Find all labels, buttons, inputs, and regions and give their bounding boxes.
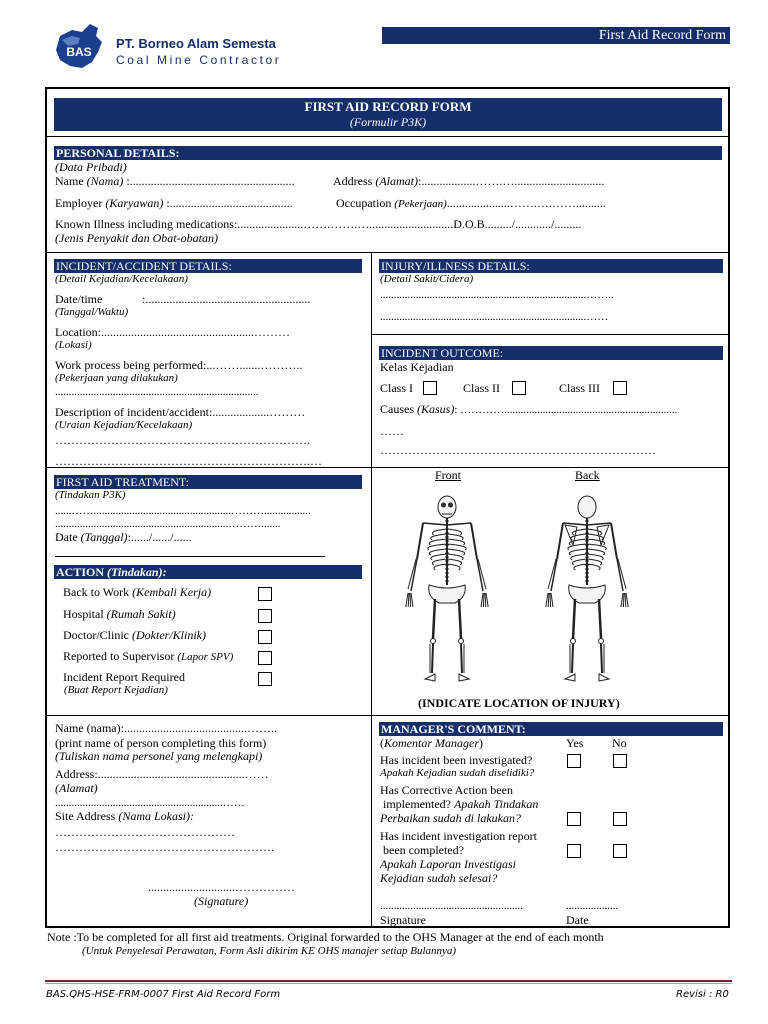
employer-field[interactable]: Employer (Karyawan) :......................................... xyxy=(55,196,293,210)
action-item-label: Incident Report Required xyxy=(63,670,185,684)
injury-dots-1[interactable]: ...........................................................................…….. xyxy=(380,289,614,301)
svg-text:BAS: BAS xyxy=(66,45,92,59)
front-label: Front xyxy=(435,468,462,482)
action-item-id: (Buat Report Kejadian) xyxy=(64,684,168,696)
datetime-label: Date/time xyxy=(55,292,103,306)
personal-details-heading-id: (Data Pribadi) xyxy=(55,160,127,174)
incident-details-heading: INCIDENT/ACCIDENT DETAILS: xyxy=(54,259,362,273)
completer-address-dots[interactable]: .............................................................…… xyxy=(55,797,245,809)
incident-outcome-heading: INCIDENT OUTCOME: xyxy=(379,346,723,360)
injury-details-heading-id: (Detail Sakit/Cidera) xyxy=(380,273,474,285)
company-tagline: Coal Mine Contractor xyxy=(116,53,282,67)
first-aid-treatment-id: (Tindakan P3K) xyxy=(55,489,126,501)
class-1-checkbox[interactable] xyxy=(423,381,437,395)
q3-label-b: been completed? xyxy=(383,843,464,857)
back-label: Back xyxy=(575,468,600,482)
manager-comment-id: (Komentar Manager) xyxy=(380,736,483,750)
manager-signature-dots[interactable]: .................................................... xyxy=(380,900,523,912)
injury-details-heading: INJURY/ILLNESS DETAILS: xyxy=(379,259,723,273)
q2-yes-checkbox[interactable] xyxy=(567,812,581,826)
site-address-field[interactable]: Site Address (Nama Lokasi): xyxy=(55,809,195,823)
skeleton-front[interactable] xyxy=(380,493,514,685)
q3-id-b: Kejadian sudah selesai? xyxy=(380,871,498,885)
manager-comment-heading: MANAGER'S COMMENT: xyxy=(379,722,723,736)
completer-name-field[interactable]: Name (nama):.........................................…….. xyxy=(55,721,277,735)
action-checkbox[interactable] xyxy=(258,630,272,644)
note-text: Note :To be completed for all first aid treatments. Original forwarded to the OHS Manager at the end of each month xyxy=(47,930,604,944)
divider xyxy=(46,136,729,137)
class-3-label: Class III xyxy=(559,381,600,395)
completer-signature-dots[interactable]: .............................…………… xyxy=(148,880,295,894)
action-item[interactable] xyxy=(63,629,206,642)
footer-rule-thin xyxy=(45,983,732,984)
completer-address-id: (Alamat) xyxy=(55,781,98,795)
footer-document-code: BAS.QHS-HSE-FRM-0007 First Aid Record Form xyxy=(46,989,281,1000)
q1-id: Apakah Kejadian sudah diselidiki? xyxy=(380,767,535,779)
action-item[interactable] xyxy=(63,650,233,664)
q2-label-a: Has Corrective Action been xyxy=(380,783,513,797)
kelas-kejadian: Kelas Kejadian xyxy=(380,360,454,374)
action-item-id: (Dokter/Klinik) xyxy=(132,628,206,642)
causes-dots-long[interactable]: …………………………………………………………… xyxy=(380,443,656,457)
class-2-label: Class II xyxy=(463,381,500,395)
datetime-field[interactable]: :....................................................... xyxy=(142,292,311,306)
action-item[interactable] xyxy=(63,608,176,621)
illness-dob-field[interactable]: Known Illness including medications:......................…….…….…............................D.O.B........./............/......... xyxy=(55,217,582,231)
completer-print-label: (print name of person completing this form) xyxy=(55,736,267,750)
skeleton-back[interactable] xyxy=(520,493,654,685)
q3-id-a: Apakah Laporan Investigasi xyxy=(380,857,516,871)
treatment-date-field[interactable]: Date (Tanggal):....../....../...... xyxy=(55,530,192,544)
q1-label: Has incident been investigated? xyxy=(380,753,533,767)
divider xyxy=(46,252,729,253)
signature-line xyxy=(55,556,325,557)
q2-no-checkbox[interactable] xyxy=(613,812,627,826)
body-map-caption: (INDICATE LOCATION OF INJURY) xyxy=(418,696,620,710)
note-text-id: (Untuk Penyelesai Perawatan, Form Asli dikirim KE OHS manajer setiap Bulannya) xyxy=(82,945,457,957)
treatment-dots-2[interactable]: ...............................................................………....... xyxy=(55,518,281,530)
action-item-id: (Lapor SPV) xyxy=(177,651,234,663)
action-checkbox[interactable] xyxy=(258,609,272,623)
location-id: (Lokasi) xyxy=(55,339,92,351)
manager-signature-label: Signature xyxy=(380,913,426,927)
company-name: PT. Borneo Alam Semesta xyxy=(116,36,276,51)
manager-date-label: Date xyxy=(566,913,589,927)
action-item-label: Reported to Supervisor xyxy=(63,649,178,663)
no-header: No xyxy=(612,736,627,750)
form-title-banner xyxy=(54,98,722,131)
divider xyxy=(46,467,371,468)
description-field[interactable]: Description of incident/accident:...................……… xyxy=(55,405,306,419)
completer-signature-label: (Signature) xyxy=(194,894,249,908)
q2-label-b: implemented? Apakah Tindakan xyxy=(383,797,539,811)
manager-date-dots[interactable]: ................... xyxy=(566,900,619,912)
footer-revision: Revisi : R0 xyxy=(676,989,729,1000)
personal-details-heading: PERSONAL DETAILS: xyxy=(54,146,722,160)
work-process-field[interactable]: Work process being performed:...…….......……….. xyxy=(55,358,303,372)
address-field[interactable]: Address (Alamat):..................…….….............................. xyxy=(333,174,605,188)
datetime-id: (Tanggal/Waktu) xyxy=(55,306,129,318)
company-logo xyxy=(52,22,106,72)
action-item-id: (Rumah Sakit) xyxy=(106,607,176,621)
completer-address-field[interactable]: Address:.................................................…… xyxy=(55,767,269,781)
q2-id: Perbaikan sudah di lakukan? xyxy=(380,811,521,825)
action-item[interactable] xyxy=(63,671,185,697)
form-subtitle: (Formulir P3K) xyxy=(349,115,427,129)
causes-field[interactable]: Causes (Kasus): …………............................................................... xyxy=(380,402,678,416)
q3-no-checkbox[interactable] xyxy=(613,844,627,858)
form-title-tag: First Aid Record Form xyxy=(382,27,730,44)
description-dots-2[interactable]: ……………………………………………………….… xyxy=(55,454,322,468)
footer-rule xyxy=(45,980,732,982)
action-checkbox[interactable] xyxy=(258,651,272,665)
action-item[interactable] xyxy=(63,586,211,599)
action-item-id: (Kembali Kerja) xyxy=(132,585,212,599)
action-item-label: Back to Work xyxy=(63,585,133,599)
first-aid-treatment-heading: FIRST AID TREATMENT: xyxy=(54,475,362,489)
work-process-dots[interactable]: .......................................................................... xyxy=(55,386,259,398)
class-3-checkbox[interactable] xyxy=(613,381,627,395)
illness-id: (Jenis Penyakit dan Obat-obatan) xyxy=(55,231,218,245)
causes-dots-short[interactable]: …… xyxy=(380,424,404,438)
q3-label-a: Has incident investigation report xyxy=(380,829,537,843)
divider xyxy=(372,467,729,468)
location-field[interactable]: Location:...................................................……… xyxy=(55,325,290,339)
name-field[interactable]: Name (Nama) :....................................................... xyxy=(55,174,295,188)
action-checkbox[interactable] xyxy=(258,672,272,686)
form-title: FIRST AID RECORD FORM xyxy=(304,99,472,114)
incident-details-heading-id: (Detail Kejadian/Kecelakaan) xyxy=(55,273,188,285)
q3-yes-checkbox[interactable] xyxy=(567,844,581,858)
q1-no-checkbox[interactable] xyxy=(613,754,627,768)
yes-header: Yes xyxy=(566,736,584,750)
action-checkbox[interactable] xyxy=(258,587,272,601)
action-item-label: Hospital xyxy=(63,607,107,621)
column-divider xyxy=(371,253,372,715)
action-heading: ACTION (Tindakan): xyxy=(54,565,362,579)
treatment-dots-1[interactable]: ......……..................................................………................. xyxy=(55,505,311,517)
site-dots-2[interactable]: ………………………………………………. xyxy=(55,840,274,854)
divider xyxy=(372,334,729,335)
completer-print-id: (Tuliskan nama personel yang melengkapi) xyxy=(55,749,263,763)
site-dots-1[interactable]: ……………………………………… xyxy=(55,825,235,839)
work-process-id: (Pekerjaan yang dilakukan) xyxy=(55,372,178,384)
description-id: (Uraian Kejadian/Kecelakaan) xyxy=(55,419,193,431)
divider xyxy=(46,715,729,716)
class-2-checkbox[interactable] xyxy=(512,381,526,395)
occupation-field[interactable]: Occupation (Pekerjaan).....................…….….…….......... xyxy=(336,196,606,210)
q1-yes-checkbox[interactable] xyxy=(567,754,581,768)
injury-dots-2[interactable]: ...........................................................................…… xyxy=(380,311,609,323)
action-item-label: Doctor/Clinic xyxy=(63,628,132,642)
column-divider xyxy=(371,716,372,928)
class-1-label: Class I xyxy=(380,381,413,395)
description-dots-1[interactable]: ………………………………………………………. xyxy=(55,433,310,447)
